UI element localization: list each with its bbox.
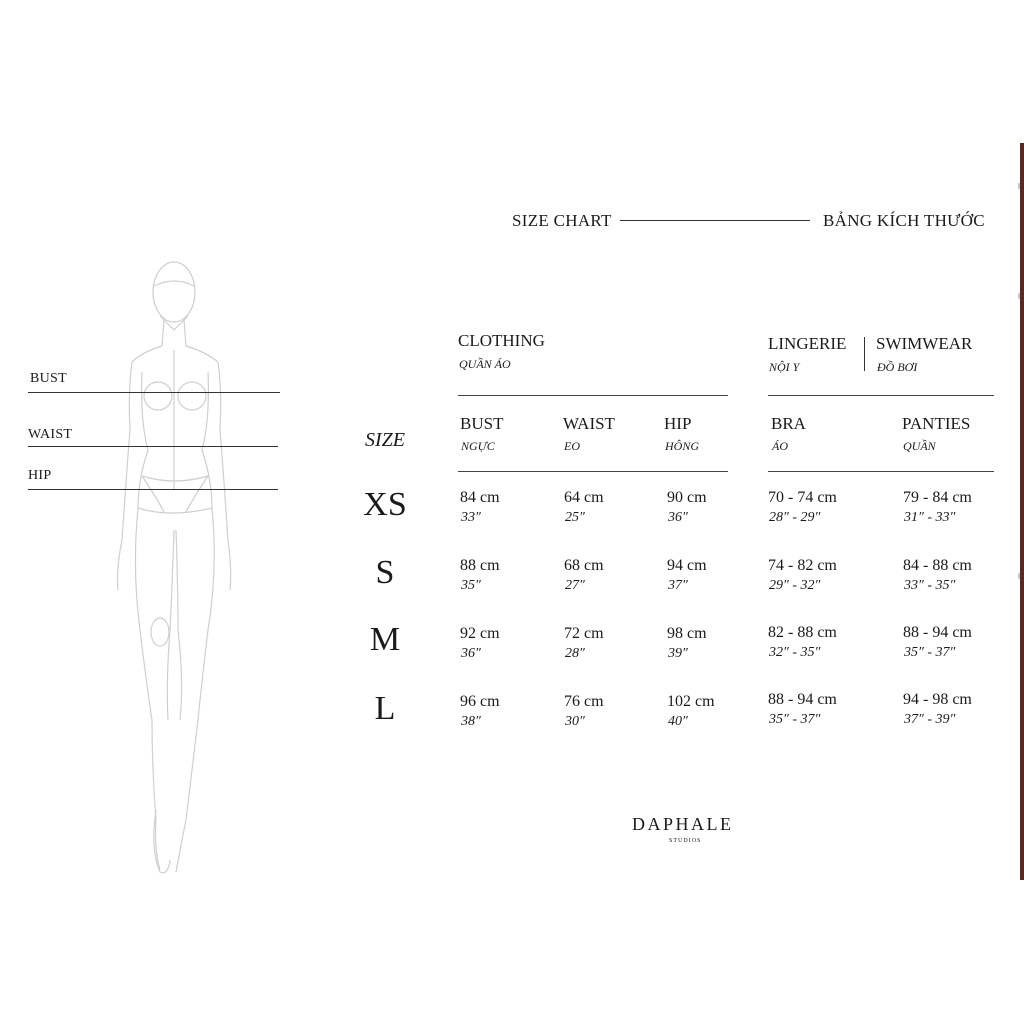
table-cell-inch: 33″ - 35″ bbox=[904, 578, 956, 593]
hip-column-header: HIP bbox=[664, 414, 692, 433]
table-cell-cm: 84 cm bbox=[460, 489, 500, 506]
clothing-heading: CLOTHING bbox=[458, 331, 545, 350]
table-cell-cm: 76 cm bbox=[564, 693, 604, 710]
waist-column-subheader: EO bbox=[564, 439, 580, 453]
table-cell-cm: 102 cm bbox=[667, 693, 715, 710]
table-cell-inch: 35″ - 37″ bbox=[904, 645, 956, 660]
size-label-xs: XS bbox=[363, 486, 407, 523]
table-cell-cm: 70 - 74 cm bbox=[768, 489, 837, 506]
clothing-header-rule bbox=[458, 471, 728, 472]
table-cell-cm: 94 cm bbox=[667, 557, 707, 574]
header-divider bbox=[620, 220, 810, 221]
fashion-figure-illustration bbox=[80, 250, 300, 890]
table-cell-cm: 96 cm bbox=[460, 693, 500, 710]
table-cell-cm: 79 - 84 cm bbox=[903, 489, 972, 506]
table-cell-inch: 28″ bbox=[565, 646, 585, 661]
table-cell-cm: 68 cm bbox=[564, 557, 604, 574]
hip-measure-line bbox=[28, 489, 278, 490]
size-chart-title: SIZE CHART bbox=[512, 211, 612, 230]
table-cell-inch: 28″ - 29″ bbox=[769, 510, 821, 525]
table-cell-cm: 82 - 88 cm bbox=[768, 624, 837, 641]
size-chart-title-vi: BẢNG KÍCH THƯỚC bbox=[823, 211, 985, 230]
table-cell-inch: 35″ - 37″ bbox=[769, 712, 821, 727]
size-label-s: S bbox=[375, 554, 395, 591]
clothing-top-rule bbox=[458, 395, 728, 396]
bust-measure-line bbox=[28, 392, 280, 393]
hip-column-subheader: HÔNG bbox=[665, 439, 700, 453]
lingerie-subheading: NỘI Y bbox=[769, 360, 800, 374]
table-cell-inch: 33″ bbox=[461, 510, 481, 525]
brand-sub: STUDIOS bbox=[669, 838, 702, 844]
waist-column-header: WAIST bbox=[563, 414, 615, 433]
table-cell-cm: 72 cm bbox=[564, 625, 604, 642]
edge-mark bbox=[1018, 293, 1020, 299]
table-cell-inch: 39″ bbox=[668, 646, 688, 661]
swimwear-heading: SWIMWEAR bbox=[876, 334, 973, 353]
table-cell-inch: 31″ - 33″ bbox=[904, 510, 956, 525]
size-label-m: M bbox=[369, 621, 401, 658]
table-cell-inch: 38″ bbox=[461, 714, 481, 729]
table-cell-inch: 32″ - 35″ bbox=[769, 645, 821, 660]
lingerie-swimwear-separator bbox=[864, 337, 865, 371]
table-cell-inch: 37″ - 39″ bbox=[904, 712, 956, 727]
table-cell-cm: 94 - 98 cm bbox=[903, 691, 972, 708]
table-cell-cm: 98 cm bbox=[667, 625, 707, 642]
bust-column-subheader: NGỰC bbox=[461, 439, 495, 453]
table-cell-inch: 36″ bbox=[668, 510, 688, 525]
size-column-header: SIZE bbox=[365, 429, 405, 451]
panties-column-header: PANTIES bbox=[902, 414, 971, 433]
bust-measure-label: BUST bbox=[30, 371, 67, 386]
panties-column-subheader: QUẦN bbox=[903, 439, 936, 453]
edge-accent-bar bbox=[1020, 143, 1024, 880]
edge-mark bbox=[1018, 183, 1020, 189]
table-cell-inch: 27″ bbox=[565, 578, 585, 593]
table-cell-inch: 30″ bbox=[565, 714, 585, 729]
size-label-l: L bbox=[374, 690, 396, 727]
hip-measure-label: HIP bbox=[28, 468, 52, 483]
table-cell-cm: 88 cm bbox=[460, 557, 500, 574]
lingerie-heading: LINGERIE bbox=[768, 334, 847, 353]
swimwear-subheading: ĐỒ BƠI bbox=[877, 360, 918, 374]
bra-column-header: BRA bbox=[771, 414, 806, 433]
table-cell-cm: 88 - 94 cm bbox=[903, 624, 972, 641]
edge-mark bbox=[1018, 573, 1020, 579]
clothing-subheading: QUẦN ÁO bbox=[459, 357, 511, 371]
table-cell-cm: 64 cm bbox=[564, 489, 604, 506]
table-cell-inch: 40″ bbox=[668, 714, 688, 729]
table-cell-inch: 35″ bbox=[461, 578, 481, 593]
table-cell-cm: 90 cm bbox=[667, 489, 707, 506]
waist-measure-line bbox=[28, 446, 278, 447]
table-cell-inch: 29″ - 32″ bbox=[769, 578, 821, 593]
table-cell-inch: 37″ bbox=[668, 578, 688, 593]
lingerie-header-rule bbox=[768, 471, 994, 472]
table-cell-cm: 84 - 88 cm bbox=[903, 557, 972, 574]
bra-column-subheader: ÁO bbox=[772, 439, 788, 453]
bust-column-header: BUST bbox=[460, 414, 504, 433]
brand-logo: DAPHALE bbox=[632, 814, 734, 834]
table-cell-cm: 74 - 82 cm bbox=[768, 557, 837, 574]
table-cell-inch: 36″ bbox=[461, 646, 481, 661]
table-cell-inch: 25″ bbox=[565, 510, 585, 525]
table-cell-cm: 92 cm bbox=[460, 625, 500, 642]
table-cell-cm: 88 - 94 cm bbox=[768, 691, 837, 708]
waist-measure-label: WAIST bbox=[28, 427, 73, 442]
lingerie-top-rule bbox=[768, 395, 994, 396]
